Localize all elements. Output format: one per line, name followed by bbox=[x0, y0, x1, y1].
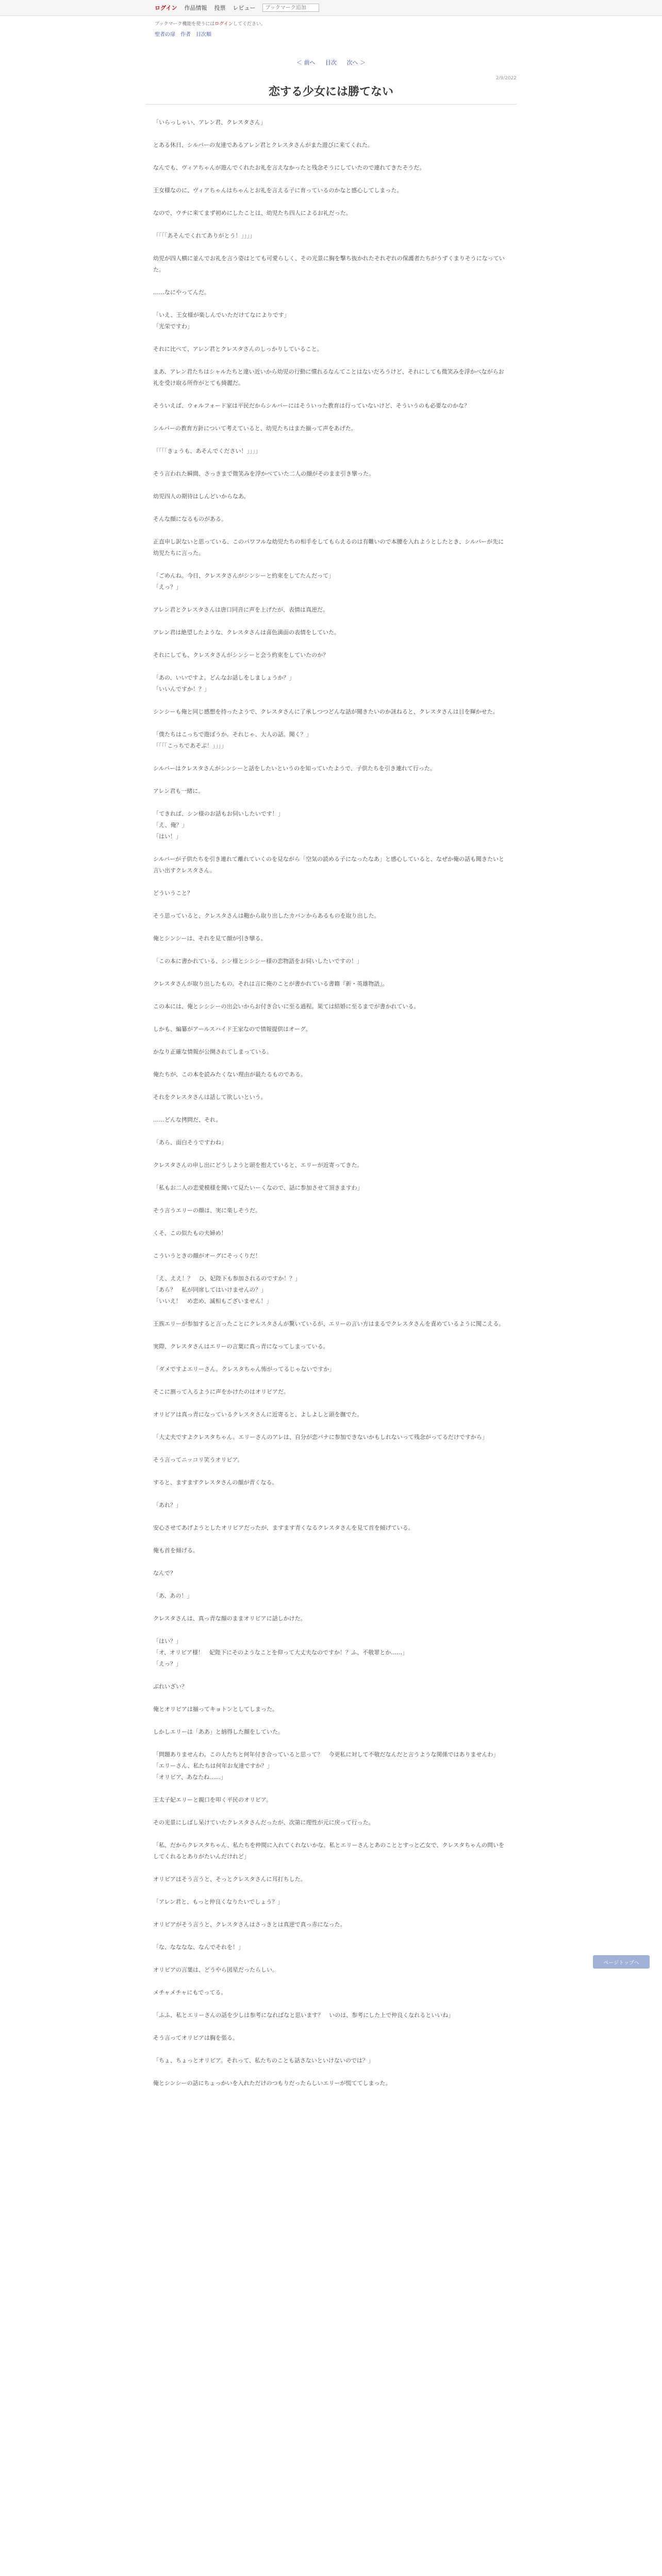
prev-link[interactable]: ＜ 前へ bbox=[296, 59, 316, 66]
story-paragraph: オリビアは真っ青になっているクレスタさんに近寄ると、よしよしと頭を撫でた。 bbox=[153, 1411, 363, 1418]
story-paragraph: しかも、編纂がアールスハイド王家なので情報提供はオーグ。 bbox=[153, 1026, 311, 1032]
story-paragraph: 「私、だからクレスタちゃん、私たちを仲間に入れてくれないかな。私とエリーさんとあのこととすっと乙女で、クレスタちゃんの問いをしてくれるとありがたいんだけれど」 bbox=[153, 1842, 505, 1860]
story-paragraph: 俺とオリビアは揃ってキョトンとしてしまった。 bbox=[153, 1706, 278, 1713]
nav-item-vote[interactable]: 投票 bbox=[214, 5, 226, 11]
story-paragraph: 実際、クレスタさんはエリーの言葉に真っ青になってしまっている。 bbox=[153, 1343, 329, 1350]
story-paragraph: 「な、なななな、なんでそれを！」 bbox=[153, 1944, 244, 1951]
story-paragraph: どういうこと？ bbox=[153, 890, 193, 896]
story-paragraph: 「あの、いいですよ。どんなお話しをしましょうか？」 「いいんですか！？」 bbox=[153, 674, 295, 692]
story-paragraph: 「ちょ、ちょっとオリビア。それって、私たちのことも話さないといけないのでは？」 bbox=[153, 2057, 374, 2064]
story-paragraph: まあ、アレン君たちはシャルたちと違い近いから幼児の行動に慣れるなんてことはないだろうけど、それにしても微笑みを浮かべながらお礼を受け取る所作がとても綺麗だ。 bbox=[153, 368, 504, 386]
story-paragraph: 幼児が四人横に並んでお礼を言う姿はとても可愛らしく、その光景に胸を撃ち抜かれたそれぞれの保護者たちがうずくまりそうになっていた。 bbox=[153, 255, 505, 273]
login-link[interactable]: ログイン bbox=[155, 5, 177, 11]
story-paragraph: そう言ってニッコリ笑うオリビア。 bbox=[153, 1456, 243, 1463]
notice-login-link[interactable]: ログイン bbox=[214, 22, 233, 27]
story-paragraph: 幼児四人の期待はしんどいからなあ。 bbox=[153, 493, 250, 500]
story-paragraph: その光景にしばし呆けていたクレスタさんだったが、次第に理性が元に戻って行った。 bbox=[153, 1819, 374, 1826]
story-paragraph: アレン君とクレスタさんは唐口同音に声を上げたが、表情は真逆だ。 bbox=[153, 606, 328, 613]
story-paragraph: くそ、この似たもの夫婦め！ bbox=[153, 1230, 227, 1236]
story-paragraph: 王族エリーが参加すると言ったことにクレスタさんが驚いているが、エリーの言い方はまるでクレスタさんを責めているように聞こえる。 bbox=[153, 1320, 505, 1327]
story-paragraph: 王太子妃エリーと親口を叩く平民のオリビア。 bbox=[153, 1797, 272, 1803]
story-paragraph: シルバーはクレスタさんがシンシーと話をしたいというのを知っていたようで、子供たちを引き連れて行った。 bbox=[153, 765, 436, 772]
story-paragraph: そう言ってオリビアは胸を張る。 bbox=[153, 2035, 238, 2041]
story-paragraph: なんでも、ヴィアちゃんが遊んでくれたお礼を言えなかったと残念そうにしていたので連れてきたそうだ。 bbox=[153, 164, 425, 171]
story-paragraph: しかしエリーは「ああ」と納得した顔をしていた。 bbox=[153, 1728, 284, 1735]
chapter-pager bbox=[0, 58, 662, 66]
story-paragraph: そう言われた瞬間、さっきまで微笑みを浮かべていた二人の顔がそのまま引き攣った。 bbox=[153, 470, 374, 477]
story-paragraph: ぶれいざい？ bbox=[153, 1683, 187, 1690]
story-paragraph: シルバーの教育方針について考えていると、幼児たちはまた揃って声をあげた。 bbox=[153, 425, 357, 432]
story-paragraph: 「いえ、王女様が楽しんでいただけてなによりです」 「光栄ですわ」 bbox=[153, 312, 290, 330]
story-paragraph: そんな顔になるものがある。 bbox=[153, 516, 227, 522]
story-paragraph: 「大丈夫ですよクレスタちゃん。エリーさんのアレは、自分が恋バナに参加できないかもしれないって残念がってるだけですから」 bbox=[153, 1434, 488, 1440]
story-paragraph: 「ごめんね。今日、クレスタさんがシンシーと約束をしてたんだって」 「えっ？」 bbox=[153, 572, 335, 590]
post-date: 2/9/2022 bbox=[495, 76, 517, 81]
story-paragraph: 「いらっしゃい、アレン君、クレスタさん」 bbox=[153, 119, 266, 126]
story-paragraph: 俺も首を傾げる。 bbox=[153, 1547, 198, 1554]
story-paragraph: ……なにやってんだ。 bbox=[153, 289, 210, 296]
story-paragraph: この本には、俺とシシシーの出会いからお付き合いに至る過程。果ては結婚に至るまでが書かれている。 bbox=[153, 1003, 420, 1010]
story-paragraph: アレン君も一緒に。 bbox=[153, 788, 204, 794]
story-body bbox=[153, 117, 509, 2089]
top-nav-bar bbox=[0, 0, 662, 16]
story-paragraph: 「「「「きょうも、あそんでください！」」」」 bbox=[153, 448, 261, 454]
story-paragraph: こういうときの顔がオーグにそっくりだ！ bbox=[153, 1252, 261, 1259]
story-paragraph: 「あ、あの！」 bbox=[153, 1592, 193, 1599]
story-paragraph: 俺たちが、この本を読みたくない理由が最たるものである。 bbox=[153, 1071, 306, 1078]
breadcrumb-item-author[interactable]: 作者 bbox=[180, 32, 191, 38]
story-paragraph: 「問題ありませんわ。この人たちと何年付き合っていると思って？ 今更私に対して不敬だなんだと言うような関係ではありませんわ」 「エリーさん、私たちは何年お友達ですか？」 「オリビア、あなたね……」 bbox=[153, 1751, 499, 1781]
story-paragraph: 「「「「あそんでくれてありがとう！」」」」 bbox=[153, 232, 255, 239]
nav-item-review[interactable]: レビュー bbox=[233, 5, 256, 11]
story-paragraph: メチャメチャにもでってる。 bbox=[153, 1989, 227, 1996]
story-paragraph: そういえば、ウォルフォード家は平民だからシルバーにはそういった教育は行っていないけど、そういうのも必要なのかな？ bbox=[153, 402, 470, 409]
story-paragraph: 王女様なのに、ヴィアちゃんはちゃんとお礼を言える子に育っているのかなと感心してしまった。 bbox=[153, 187, 403, 194]
story-paragraph: アレン君は絶望したような、クレスタさんは喜色満面の表情をしていた。 bbox=[153, 629, 340, 636]
page-top-button[interactable]: ページトップへ bbox=[593, 1955, 650, 1969]
bookmark-add-input[interactable] bbox=[262, 4, 319, 12]
divider bbox=[145, 104, 517, 105]
story-paragraph: それにしても、クレスタさんがシンシーと会う約束をしていたのか？ bbox=[153, 652, 329, 658]
story-paragraph: そう言うエリーの顔は、実に楽しそうだ。 bbox=[153, 1207, 261, 1214]
story-paragraph: オリビアの言葉は、どうやら図星だったらしい。 bbox=[153, 1967, 278, 1973]
story-paragraph: 「あれ？」 bbox=[153, 1502, 181, 1509]
story-paragraph: それをクレスタさんは話して欲しいという。 bbox=[153, 1094, 267, 1100]
story-paragraph: 「ダメですよエリーさん。クレスタちゃん怖がってるじゃないですか」 bbox=[153, 1366, 335, 1372]
story-paragraph: シンシーも俺と同じ感想を持ったようで、クレスタさんに了承しつつどんな話が聞きたいのか訊ねると、クレスタさんは目を輝かせた。 bbox=[153, 708, 499, 715]
story-paragraph: 俺とシンシーは、それを見て顔が引き攣る。 bbox=[153, 935, 267, 942]
notice-suffix: してください。 bbox=[233, 22, 266, 27]
story-paragraph: 「アレン君と、もっと仲良くなりたいでしょう？」 bbox=[153, 1899, 284, 1905]
story-paragraph: それに比べて、アレン君とクレスタさんのしっかりしていること。 bbox=[153, 346, 323, 352]
nav-item-info[interactable]: 作品情報 bbox=[184, 5, 207, 11]
story-paragraph: 「はい？」 「オ、オリビア様！ 妃陛下にそのようなことを仰って大丈夫なのですか！？ふ、不敬罪とか……」 「えっ？」 bbox=[153, 1638, 408, 1667]
story-paragraph: 「私もお二人の恋愛模様を聞いて見たいーくなので、話に参加させて頂きますわ」 bbox=[153, 1184, 363, 1191]
story-paragraph: かなり正確な情報が公開されてしまっている。 bbox=[153, 1048, 272, 1055]
story-paragraph: なんで？ bbox=[153, 1570, 176, 1577]
story-paragraph: 「え、ええ！？ ひ、妃陛下も参加されるのですか！？」 「あら？ 私が同席してはいけませんの？」 「いいえ！ め恋め、滅相もございません！」 bbox=[153, 1275, 301, 1304]
story-paragraph: オリビアはそう言うと、そっとクレスタさんに耳打ちした。 bbox=[153, 1876, 306, 1883]
chapter-title: 恋する少女には勝てない bbox=[268, 86, 393, 98]
next-link[interactable]: 次へ ＞ bbox=[346, 59, 366, 66]
bookmark-notice bbox=[0, 16, 662, 27]
story-paragraph: 「ふふ、私とエリーさんの話を少しは参考になればなと思います？ いのは、参考にした上で仲良くなれるといいね」 bbox=[153, 2012, 454, 2019]
story-paragraph: 「てきれば、シン様のお話もお伺いしたいです！」 「え、俺？」 「はい！」 bbox=[153, 810, 284, 840]
story-paragraph: 俺とシンシーの話にちょっかいを入れただけのつもりだったらしいエリーが慌ててしまった。 bbox=[153, 2080, 391, 2087]
story-paragraph: そう思っていると、クレスタさんは鞄から取り出したカバンからあるものを取り出した。 bbox=[153, 912, 380, 919]
story-paragraph: すると、ますますクレスタさんの顔が青くなる。 bbox=[153, 1479, 278, 1486]
story-paragraph: なので、ウチに来てまず初めにしたことは、幼児たち四人によるお礼だった。 bbox=[153, 210, 352, 216]
story-paragraph: とある休日、シルバーの友達であるアレン君とクレスタさんがまた遊びに来てくれた。 bbox=[153, 142, 373, 148]
story-paragraph: 「この本に書かれている、シン様とシシシー様の恋物語をお伺いしたいですの！」 bbox=[153, 958, 363, 964]
story-paragraph: クレスタさんは、真っ青な顔のままオリビアに話しかけた。 bbox=[153, 1615, 306, 1622]
story-paragraph: 正直申し訳ないと思っている、このパワフルな幼児たちの相手をしてもらえるのは有難いので本腰を入れようとしたとき、シルバーが先に幼児たちに言った。 bbox=[153, 538, 504, 556]
story-paragraph: クレスタさんが取り出したもの。それは言に俺のことが書かれている書籍『新・英雄物語』。 bbox=[153, 980, 388, 987]
toc-link[interactable]: 目次 bbox=[325, 59, 337, 66]
story-paragraph: 「あら、面白そうですわね」 bbox=[153, 1139, 227, 1146]
notice-prefix: ブックマーク機能を使うには bbox=[155, 22, 215, 27]
story-paragraph: ……どんな拷問だ、それ。 bbox=[153, 1116, 222, 1123]
breadcrumb bbox=[0, 27, 662, 38]
story-paragraph: 「僕たちはこっちで遊ぼうか。それじゃ、大人の話。聞く？」 「「「「こっちであそぶ！」」」」 bbox=[153, 731, 312, 749]
story-paragraph: 安心させてあげようとしたオリビアだったが、ますます青くなるクレスタさんを見て首を傾げている。 bbox=[153, 1524, 414, 1531]
breadcrumb-item-series[interactable]: 聖者の扉 bbox=[155, 32, 175, 38]
story-paragraph: クレスタさんの申し出にどうしようと頭を抱えていると、エリーが近寄ってきた。 bbox=[153, 1162, 363, 1168]
story-paragraph: シルバーが子供たちを引き連れて離れていくのを見ながら「空気の読める子になったなあ」と感心していると、なぜか俺の話も聞きたいと言い出すクレスタさん。 bbox=[153, 856, 504, 874]
story-paragraph: オリビアがそう言うと、クレスタさんはさっきとは真逆で真っ赤になった。 bbox=[153, 1921, 346, 1928]
story-paragraph: そこに割って入るように声をかけたのはオリビアだ。 bbox=[153, 1388, 289, 1395]
breadcrumb-item-toc[interactable]: 目次順 bbox=[196, 32, 211, 38]
